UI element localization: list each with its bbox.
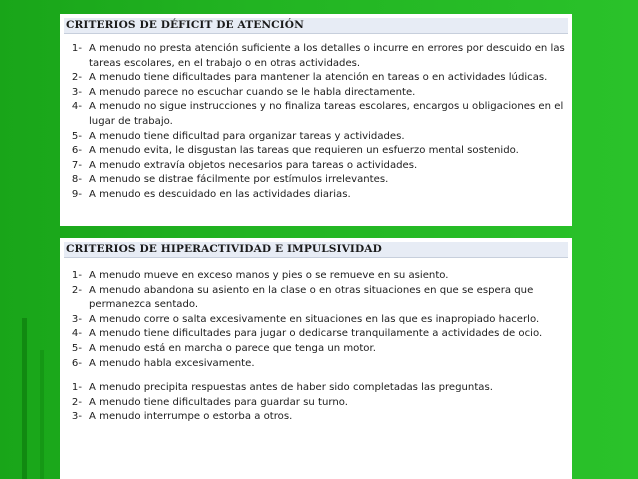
item-text: A menudo habla excesivamente.	[89, 357, 255, 369]
list-item	[60, 144, 572, 159]
decorative-line	[22, 318, 27, 479]
list-item	[60, 100, 572, 129]
item-text: A menudo corre o salta excesivamente en situaciones en las que es inapropiado hacerlo.	[89, 313, 540, 325]
item-text: A menudo abandona su asiento en la clase o en otras situaciones en que se espera que permanezca sentado.	[89, 284, 534, 311]
list-item	[60, 86, 572, 101]
item-number: 9-	[71, 188, 82, 200]
item-text: A menudo precipita respuestas antes de haber sido completadas las preguntas.	[89, 382, 493, 394]
item-text: A menudo mueve en exceso manos y pies o se remueve en su asiento.	[89, 270, 449, 281]
item-text: A menudo tiene dificultades para jugar o dedicarse tranquilamente a actividades de ocio.	[89, 328, 543, 340]
list-item	[60, 396, 572, 411]
item-text: A menudo interrumpe o estorba a otros.	[89, 411, 293, 423]
item-number: 4-	[71, 101, 82, 113]
list-spacer	[60, 371, 572, 381]
item-number: 1-	[71, 270, 82, 281]
item-text: A menudo no sigue instrucciones y no finaliza tareas escolares, encargos u obligaciones en el lugar de trabajo.	[89, 101, 564, 127]
item-number: 3-	[71, 86, 82, 98]
item-number: 1-	[71, 382, 82, 394]
hyperactivity-title: CRITERIOS DE HIPERACTIVIDAD E IMPULSIVIDAD	[64, 242, 568, 258]
item-number: 1-	[71, 43, 82, 54]
item-number: 6-	[71, 145, 82, 157]
item-text: A menudo tiene dificultades para guardar su turno.	[89, 396, 348, 408]
list-item	[60, 342, 572, 357]
item-number: 5-	[71, 130, 82, 142]
item-text: A menudo es descuidado en las actividades diarias.	[89, 188, 351, 200]
attention-deficit-list	[60, 42, 572, 203]
list-item	[60, 71, 572, 86]
list-item	[60, 284, 572, 313]
item-text: A menudo tiene dificultad para organizar tareas y actividades.	[89, 130, 405, 142]
item-number: 7-	[71, 159, 82, 171]
list-item	[60, 327, 572, 342]
item-number: 4-	[71, 328, 82, 340]
item-text: A menudo está en marcha o parece que tenga un motor.	[89, 342, 376, 354]
item-text: A menudo se distrae fácilmente por estímulos irrelevantes.	[89, 174, 389, 186]
item-number: 2-	[71, 72, 82, 84]
list-item	[60, 159, 572, 174]
item-text: A menudo extravía objetos necesarios para tareas o actividades.	[89, 159, 418, 171]
hyperactivity-panel	[60, 238, 572, 460]
item-number: 3-	[71, 411, 82, 423]
list-item	[60, 410, 572, 425]
list-item	[60, 42, 572, 71]
item-number: 2-	[71, 284, 82, 296]
list-item	[60, 269, 572, 284]
item-text: A menudo no presta atención suficiente a los detalles o incurre en errores por descuido en las tareas escolares, en el trabajo o en otras actividades.	[89, 43, 565, 69]
item-number: 2-	[71, 396, 82, 408]
item-number: 8-	[71, 174, 82, 186]
item-number: 6-	[71, 357, 82, 369]
attention-deficit-title: CRITERIOS DE DÉFICIT DE ATENCIÓN	[64, 18, 568, 34]
list-item	[60, 313, 572, 328]
decorative-line	[40, 350, 44, 479]
item-text: A menudo parece no escuchar cuando se le habla directamente.	[89, 86, 416, 98]
hyperactivity-list	[60, 269, 572, 425]
list-item	[60, 130, 572, 145]
list-item	[60, 173, 572, 188]
list-item	[60, 381, 572, 396]
item-text: A menudo evita, le disgustan las tareas que requieren un esfuerzo mental sostenido.	[89, 145, 519, 157]
attention-deficit-panel	[60, 14, 572, 226]
item-text: A menudo tiene dificultades para mantener la atención en tareas o en actividades lúdicas.	[89, 72, 548, 84]
list-item	[60, 188, 572, 203]
bottom-panel-strip	[60, 456, 572, 479]
item-number: 5-	[71, 342, 82, 354]
item-number: 3-	[71, 313, 82, 325]
list-item	[60, 357, 572, 372]
